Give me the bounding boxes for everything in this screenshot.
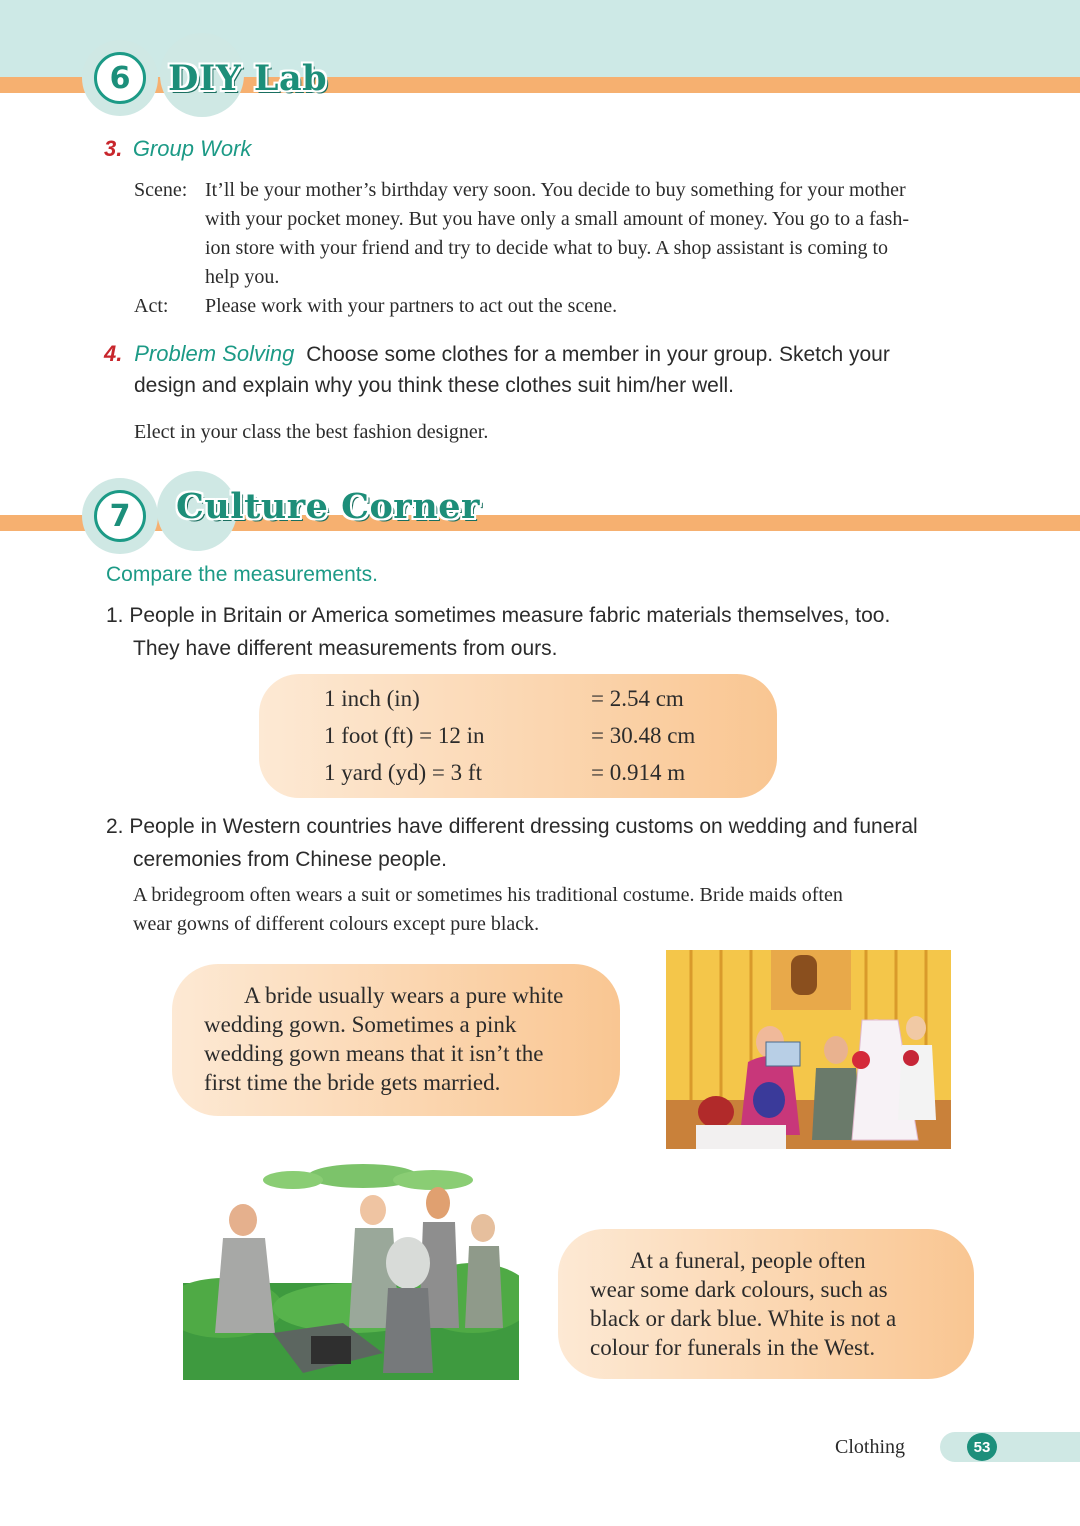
task-3-heading [104, 136, 251, 162]
measurement-right: = 30.48 cm [591, 723, 696, 748]
act-label: Act: [134, 295, 169, 317]
measurement-left: 1 yard (yd) = 3 ft [324, 760, 482, 785]
task-4 [104, 338, 1004, 371]
task-4-extra: Elect in your class the best fashion designer. [134, 421, 489, 443]
item-1-line-2: They have different measurements from ours. [133, 637, 558, 660]
item-2-line-2: ceremonies from Chinese people. [133, 848, 447, 871]
wedding-scene-image [666, 950, 951, 1149]
section-7-title: Culture Corner [176, 486, 480, 527]
section-7-number: 7 [94, 490, 146, 542]
scene-text [205, 176, 985, 292]
funeral-scene-image [183, 1158, 519, 1380]
scene-line: with your pocket money. But you have only a small amount of money. You go to a fash- [205, 208, 909, 230]
funeral-line: wear some dark colours, such as [590, 1277, 888, 1302]
task-3-title: Group Work [132, 136, 252, 161]
scene-label: Scene: [134, 179, 188, 201]
section-6-number: 6 [94, 52, 146, 104]
item-2-sub-2: wear gowns of different colours except pure black. [133, 913, 540, 935]
act-text: Please work with your partners to act out the scene. [205, 295, 618, 317]
page-number: 53 [967, 1433, 997, 1461]
bride-line: wedding gown. Sometimes a pink [204, 1012, 517, 1037]
item-1-line-1: 1. People in Britain or America sometimes measure fabric materials themselves, too. [106, 604, 891, 627]
task-4-line-2: design and explain why you think these clothes suit him/her well. [134, 374, 734, 397]
task-3-number: 3. [104, 136, 123, 161]
footer-band [940, 1432, 1080, 1462]
footer-unit-label: Clothing [835, 1436, 906, 1458]
bride-line: A bride usually wears a pure white [244, 983, 564, 1008]
funeral-illustration [183, 1158, 519, 1380]
funeral-line: At a funeral, people often [630, 1248, 866, 1273]
bride-line: first time the bride gets married. [204, 1070, 501, 1095]
compare-heading: Compare the measurements. [106, 563, 378, 586]
funeral-line: black or dark blue. White is not a [590, 1306, 897, 1331]
measurement-left: 1 inch (in) [324, 686, 420, 711]
funeral-info-text [590, 1246, 970, 1362]
section-6-title: DIY Lab [168, 58, 328, 99]
scene-line: It’ll be your mother’s birthday very soon. You decide to buy something for your mother [205, 179, 906, 201]
item-2-sub-1: A bridegroom often wears a suit or sometimes his traditional costume. Bride maids often [133, 884, 843, 906]
bride-line: wedding gown means that it isn’t the [204, 1041, 544, 1066]
task-4-number: 4. [104, 341, 123, 366]
task-4-line-1: Choose some clothes for a member in your group. Sketch your [306, 343, 890, 366]
measurement-right: = 0.914 m [591, 760, 686, 785]
wedding-illustration [666, 950, 951, 1149]
scene-line: ion store with your friend and try to decide what to buy. A shop assistant is coming to [205, 237, 889, 259]
funeral-line: colour for funerals in the West. [590, 1335, 876, 1360]
task-4-title: Problem Solving [134, 341, 295, 366]
measurement-left: 1 foot (ft) = 12 in [324, 723, 485, 748]
scene-line: help you. [205, 266, 280, 288]
item-2-line-1: 2. People in Western countries have different dressing customs on wedding and funeral [106, 815, 918, 838]
measurement-right: = 2.54 cm [591, 686, 684, 711]
bride-info-text [204, 981, 614, 1097]
